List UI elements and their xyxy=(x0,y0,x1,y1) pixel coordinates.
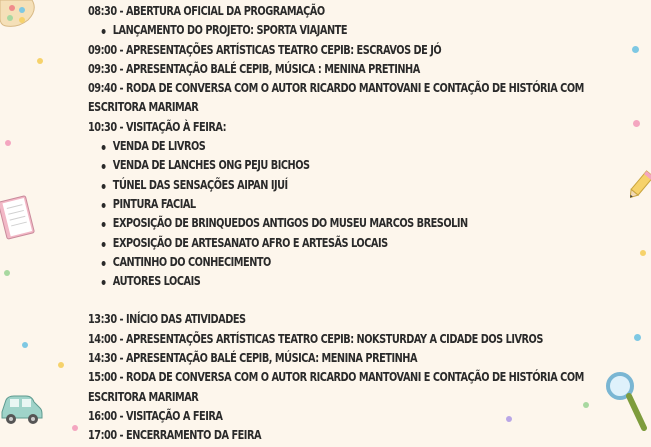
schedule-subitem: EXPOSIÇÃO DE BRINQUEDOS ANTIGOS DO MUSEU MARCOS BRESOLIN xyxy=(88,214,504,233)
event-schedule xyxy=(88,2,608,446)
schedule-item: 08:30 - ABERTURA OFICIAL DA PROGRAMAÇÃO xyxy=(88,4,325,18)
schedule-subitem: VENDA DE LANCHES ONG PEJU BICHOS xyxy=(88,156,504,175)
schedule-item: 17:00 - ENCERRAMENTO DA FEIRA xyxy=(88,428,262,443)
palette-icon xyxy=(0,0,40,30)
schedule-item: 10:30 - VISITAÇÃO À FEIRA: xyxy=(88,119,227,134)
confetti-dot xyxy=(37,58,43,64)
schedule-subitem: CANTINHO DO CONHECIMENTO xyxy=(88,253,504,272)
confetti-dot xyxy=(633,120,640,127)
magnifying-glass-icon xyxy=(604,370,648,432)
schedule-subitem: VENDA DE LIVROS xyxy=(88,137,504,156)
schedule-item: 14:30 - APRESENTAÇÃO BALÉ CEPIB, MÚSICA: MENINA PRETINHA xyxy=(88,351,418,366)
schedule-item: 16:00 - VISITAÇÃO A FEIRA xyxy=(88,408,223,423)
confetti-dot xyxy=(634,334,641,341)
section-spacer xyxy=(88,291,608,310)
schedule-item: 09:00 - APRESENTAÇÕES ARTÍSTICAS TEATRO CEPIB: ESCRAVOS DE JÓ xyxy=(88,42,442,57)
confetti-dot xyxy=(640,250,646,256)
schedule-item: 15:00 - RODA DE CONVERSA COM O AUTOR RICARDO MANTOVANI E CONTAÇÃO DE HISTÓRIA COM ESCRITORA MARIMAR xyxy=(88,370,584,404)
schedule-item: 09:30 - APRESENTAÇÃO BALÉ CEPIB, MÚSICA : MENINA PRETINHA xyxy=(88,61,420,76)
schedule-subitem: EXPOSIÇÃO DE ARTESANATO AFRO E ARTESÃS LOCAIS xyxy=(88,234,504,253)
schedule-subitem: TÚNEL DAS SENSAÇÕES AIPAN IJUÍ xyxy=(88,176,504,195)
pencil-icon xyxy=(630,168,651,202)
confetti-dot xyxy=(5,140,11,146)
toy-car-icon xyxy=(0,386,44,430)
confetti-dot xyxy=(4,270,10,276)
confetti-dot xyxy=(22,342,28,348)
schedule-subitem: PINTURA FACIAL xyxy=(88,195,504,214)
confetti-dot xyxy=(72,425,78,431)
schedule-subitem: AUTORES LOCAIS xyxy=(88,272,504,291)
book-icon xyxy=(0,188,36,244)
schedule-item: 09:40 - RODA DE CONVERSA COM O AUTOR RICARDO MANTOVANI E CONTAÇÃO DE HISTÓRIA COM ESCRITORA MARIMAR xyxy=(88,81,584,115)
schedule-subitem: LANÇAMENTO DO PROJETO: SPORTA VIAJANTE xyxy=(88,21,504,40)
confetti-dot xyxy=(58,362,64,368)
schedule-item: 13:30 - INÍCIO DAS ATIVIDADES xyxy=(88,312,246,327)
schedule-item: 14:00 - APRESENTAÇÕES ARTÍSTICAS TEATRO CEPIB: NOKSTURDAY A CIDADE DOS LIVROS xyxy=(88,331,543,346)
confetti-dot xyxy=(632,46,639,53)
